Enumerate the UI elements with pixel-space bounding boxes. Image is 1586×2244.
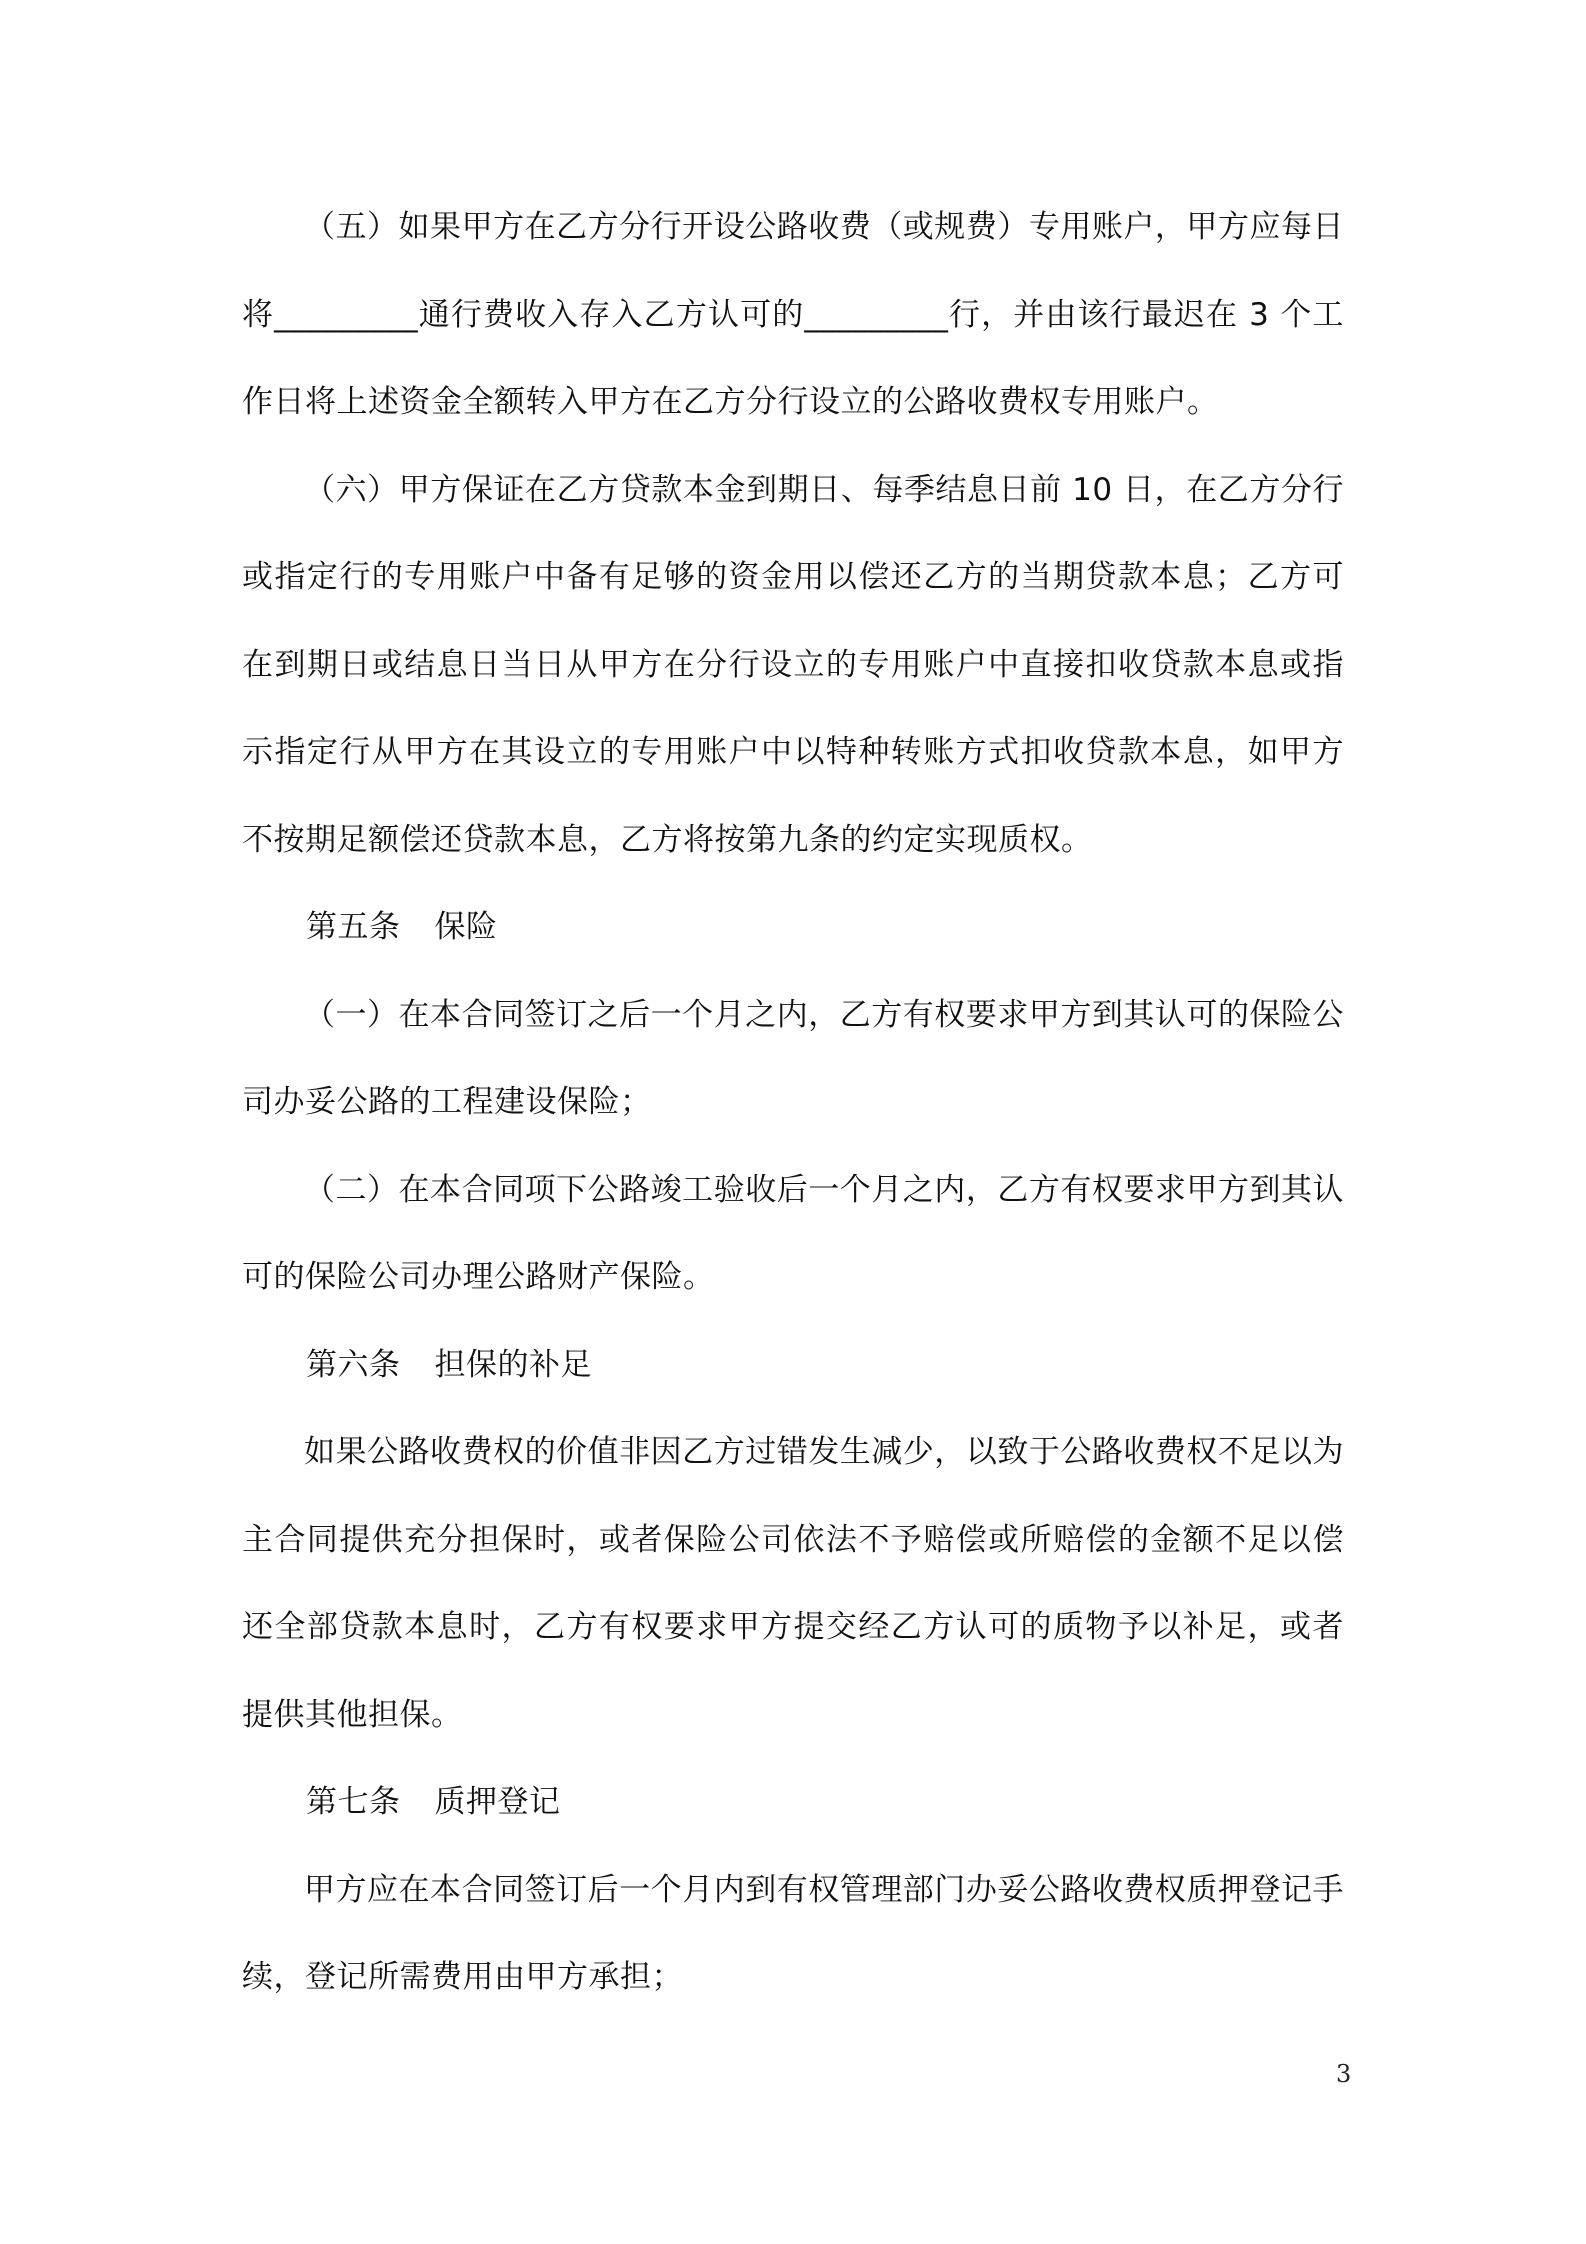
article-number: 第六条 (306, 1346, 401, 1383)
page-number: 3 (1336, 2060, 1352, 2088)
article-heading (242, 884, 1344, 972)
clause-paragraph: 如果公路收费权的价值非因乙方过错发生减少，以致于公路收费权不足以为主合同提供充分担保时，或者保险公司依法不予赔偿或所赔偿的金额不足以偿还全部贷款本息时，乙方有权要求甲方提交经乙方认可的质物予以补足，或者提供其他担保。 (242, 1434, 1344, 1733)
article-title: 保险 (434, 909, 498, 945)
article-number: 第七条 (306, 1784, 401, 1820)
clause-paragraph: 甲方应在本合同签订后一个月内到有权管理部门办妥公路收费权质押登记手续，登记所需费用由甲方承担； (242, 1871, 1344, 1995)
clause-paragraph: （六）甲方保证在乙方贷款本金到期日、每季结息日前 10 日，在乙方分行或指定行的专用账户中备有足够的资金用以偿还乙方的当期贷款本息；乙方可在到期日或结息日当日从甲方在分行设立的专用账户中直接扣收贷款本息或指示指定行从甲方在其设立的专用账户中以特种转账方式扣收贷款本息，如甲方不按期足额偿还贷款本息，乙方将按第九条的约定实现质权。 (242, 471, 1344, 858)
article-title: 担保的补足 (434, 1346, 592, 1383)
clause-paragraph: （二）在本合同项下公路竣工验收后一个月之内，乙方有权要求甲方到其认可的保险公司办理公路财产保险。 (242, 1171, 1344, 1295)
article-heading (242, 1322, 1344, 1410)
clause-paragraph: （五）如果甲方在乙方分行开设公路收费（或规费）专用账户，甲方应每日将_________通行费收入存入乙方认可的_________行，并由该行最迟在 3 个工作日将上述资金全额转入甲方在乙方分行设立的公路收费权专用账户。 (242, 209, 1344, 420)
document-body (242, 184, 1344, 2022)
clause-paragraph: （一）在本合同签订之后一个月之内，乙方有权要求甲方到其认可的保险公司办妥公路的工程建设保险； (242, 996, 1344, 1120)
article-number: 第五条 (306, 909, 401, 945)
article-heading (242, 1759, 1344, 1847)
article-title: 质押登记 (434, 1784, 561, 1820)
